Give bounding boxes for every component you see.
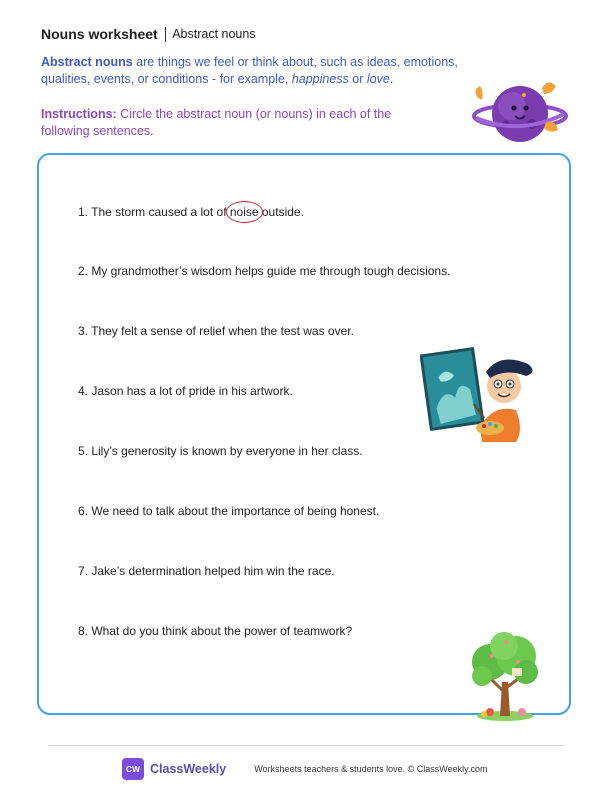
definition-term: Abstract nouns	[41, 55, 133, 69]
footer-tagline: Worksheets teachers & students love. © ClassWeekly.com	[254, 764, 488, 774]
instructions-label: Instructions:	[41, 107, 117, 121]
definition-text-3: .	[389, 72, 394, 86]
sentence-3: 3. They felt a sense of relief when the test was over.	[78, 324, 354, 338]
painter-illustration	[420, 346, 546, 442]
sentence-2: 2. My grandmother’s wisdom helps guide me through tough decisions.	[78, 264, 451, 278]
brand-name: ClassWeekly	[150, 762, 227, 776]
example-happiness: happiness	[291, 72, 349, 86]
instructions-paragraph	[41, 106, 421, 140]
example-love: love	[366, 72, 390, 86]
definition-text-1: are things we feel or think about, such as ideas, emotions, qualities, events, or conditions - for example,	[41, 55, 458, 86]
sentence-4: 4. Jason has a lot of pride in his artwork.	[78, 384, 293, 398]
planet-illustration	[470, 76, 568, 154]
worksheet-subtitle: Abstract nouns	[172, 27, 256, 41]
worksheet-title: Nouns worksheet	[41, 26, 158, 42]
worksheet-header	[41, 25, 256, 43]
definition-text-2: or	[348, 72, 367, 86]
sentence-8: 8. What do you think about the power of teamwork?	[78, 624, 353, 638]
footer	[122, 757, 487, 781]
sentence-7: 7. Jake’s determination helped him win the race.	[78, 564, 335, 578]
footer-divider	[48, 745, 564, 746]
definition-paragraph	[41, 54, 481, 88]
tree-illustration	[462, 632, 548, 722]
sentence-6: 6. We need to talk about the importance of being honest.	[78, 504, 380, 518]
circled-answer-noise: noise	[229, 205, 259, 219]
instructions-text: Circle the abstract noun (or nouns) in each of the following sentences.	[41, 107, 392, 138]
sentence-1: 1. The storm caused a lot of noise outside.	[78, 205, 304, 219]
classweekly-logo-icon: CW	[122, 758, 144, 780]
title-divider	[165, 27, 167, 42]
sentence-5: 5. Lily’s generosity is known by everyone in her class.	[78, 444, 363, 458]
